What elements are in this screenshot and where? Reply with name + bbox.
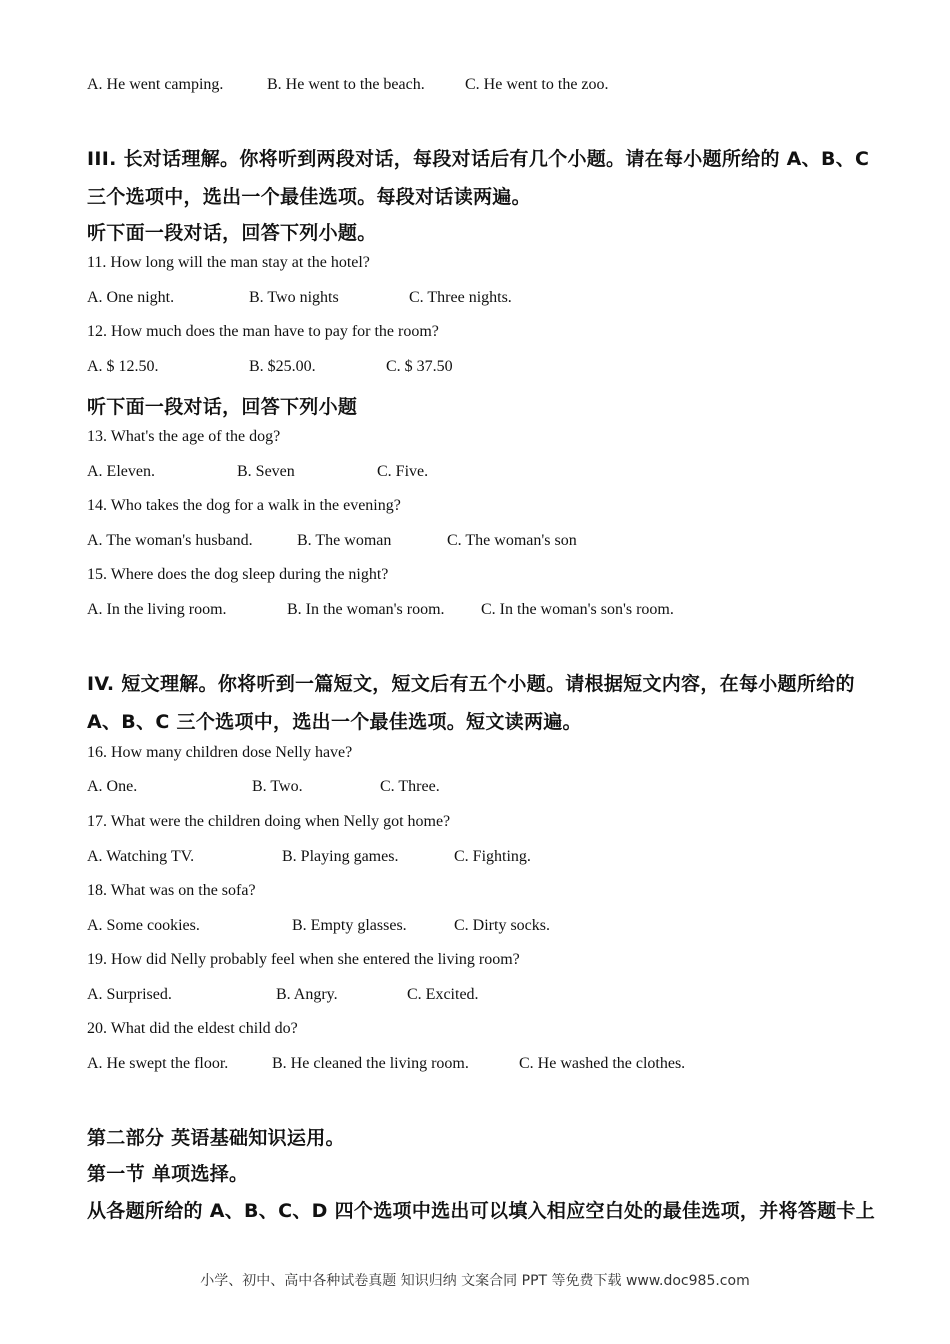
q15-option-b: B. In the woman's room. bbox=[287, 601, 445, 618]
q12-option-a: A. $ 12.50. bbox=[87, 358, 159, 375]
q20-option-b: B. He cleaned the living room. bbox=[272, 1055, 469, 1072]
q18-question: 18. What was on the sofa? bbox=[87, 882, 256, 899]
part2-title: 第二部分 英语基础知识运用。 bbox=[87, 1127, 345, 1149]
q12-question: 12. How much does the man have to pay for the room? bbox=[87, 323, 439, 340]
q14-question: 14. Who takes the dog for a walk in the evening? bbox=[87, 497, 401, 514]
q14-option-a: A. The woman's husband. bbox=[87, 532, 253, 549]
q15-question: 15. Where does the dog sleep during the night? bbox=[87, 566, 389, 583]
q18-option-b: B. Empty glasses. bbox=[292, 917, 407, 934]
q20-option-a: A. He swept the floor. bbox=[87, 1055, 229, 1072]
q10-option-c: C. He went to the zoo. bbox=[465, 76, 609, 93]
q20-option-c: C. He washed the clothes. bbox=[519, 1055, 686, 1072]
q12-option-c: C. $ 37.50 bbox=[386, 358, 453, 375]
q19-option-b: B. Angry. bbox=[276, 986, 338, 1003]
part2-section1-title: 第一节 单项选择。 bbox=[87, 1163, 249, 1185]
q11-option-c: C. Three nights. bbox=[409, 289, 512, 306]
q13-option-c: C. Five. bbox=[377, 463, 429, 480]
q15-option-a: A. In the living room. bbox=[87, 601, 227, 618]
q12-option-b: B. $25.00. bbox=[249, 358, 316, 375]
q19-option-a: A. Surprised. bbox=[87, 986, 172, 1003]
q10-option-a: A. He went camping. bbox=[87, 76, 224, 93]
q20-question: 20. What did the eldest child do? bbox=[87, 1020, 298, 1037]
q13-option-b: B. Seven bbox=[237, 463, 295, 480]
q19-question: 19. How did Nelly probably feel when she entered the living room? bbox=[87, 951, 520, 968]
section3-subheading-2: 听下面一段对话，回答下列小题 bbox=[87, 396, 358, 418]
part2-instruction: 从各题所给的 A、B、C、D 四个选项中选出可以填入相应空白处的最佳选项，并将答题卡上 bbox=[87, 1200, 876, 1222]
q16-question: 16. How many children dose Nelly have? bbox=[87, 744, 353, 761]
q15-option-c: C. In the woman's son's room. bbox=[481, 601, 674, 618]
section4-heading-line2: A、B、C 三个选项中，选出一个最佳选项。短文读两遍。 bbox=[87, 711, 582, 733]
page-footer: 小学、初中、高中各种试卷真题 知识归纳 文案合同 PPT 等免费下载 www.doc985.com bbox=[200, 1273, 750, 1289]
q17-question: 17. What were the children doing when Nelly got home? bbox=[87, 813, 451, 830]
q16-option-a: A. One. bbox=[87, 778, 138, 795]
q13-option-a: A. Eleven. bbox=[87, 463, 155, 480]
q16-option-c: C. Three. bbox=[380, 778, 440, 795]
q18-option-c: C. Dirty socks. bbox=[454, 917, 550, 934]
section3-heading-line2: 三个选项中，选出一个最佳选项。每段对话读两遍。 bbox=[87, 186, 531, 208]
q13-question: 13. What's the age of the dog? bbox=[87, 428, 281, 445]
q10-option-b: B. He went to the beach. bbox=[267, 76, 425, 93]
q11-option-a: A. One night. bbox=[87, 289, 175, 306]
q17-option-b: B. Playing games. bbox=[282, 848, 399, 865]
q11-option-b: B. Two nights bbox=[249, 289, 339, 306]
q19-option-c: C. Excited. bbox=[407, 986, 479, 1003]
q18-option-a: A. Some cookies. bbox=[87, 917, 200, 934]
section4-heading-line1: IV. 短文理解。你将听到一篇短文，短文后有五个小题。请根据短文内容，在每小题所给的 bbox=[87, 673, 855, 695]
q17-option-c: C. Fighting. bbox=[454, 848, 531, 865]
section3-subheading-1: 听下面一段对话，回答下列小题。 bbox=[87, 222, 377, 244]
q17-option-a: A. Watching TV. bbox=[87, 848, 195, 865]
q14-option-c: C. The woman's son bbox=[447, 532, 577, 549]
q14-option-b: B. The woman bbox=[297, 532, 392, 549]
section3-heading-line1: III. 长对话理解。你将听到两段对话，每段对话后有几个小题。请在每小题所给的 A、B、C bbox=[87, 148, 870, 170]
q16-option-b: B. Two. bbox=[252, 778, 303, 795]
q11-question: 11. How long will the man stay at the hotel? bbox=[87, 254, 370, 271]
